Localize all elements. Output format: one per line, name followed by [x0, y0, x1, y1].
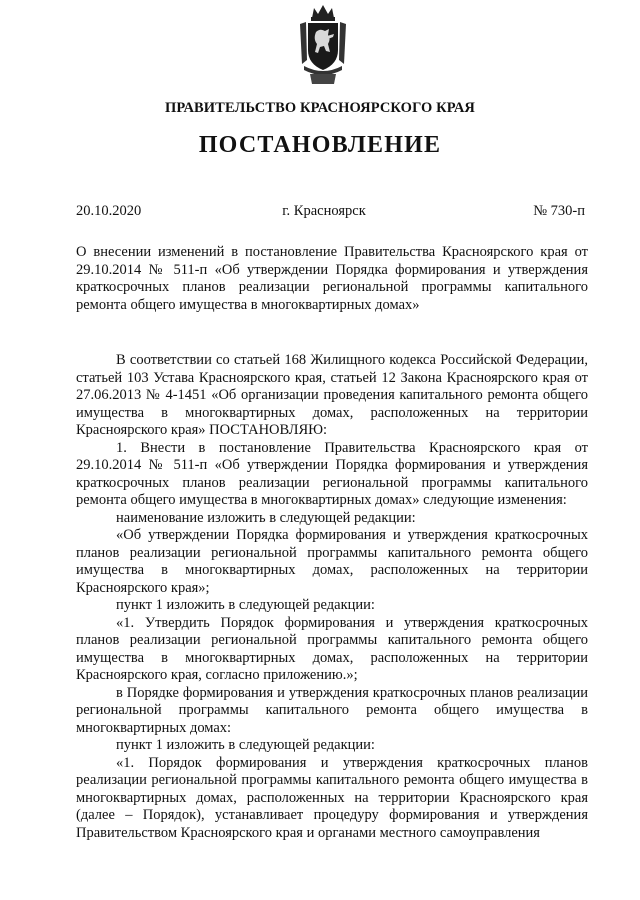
government-name: ПРАВИТЕЛЬСТВО КРАСНОЯРСКОГО КРАЯ: [164, 100, 475, 116]
paragraph-procedure-new-point-1: «1. Порядок формирования и утверждения краткосрочных планов реализации региональной программы капитального ремонта общего имущества в многоквартирных домах, расположенных на территории Красноярского края (далее – Порядок), устанавливает процедуру формирования и утверждения Правительством Красноярского края и органами местного самоуправления: [76, 754, 588, 841]
paragraph-new-title: «Об утверждении Порядка формирования и утверждения краткосрочных планов реализации региональной программы капитального ремонта общего имущества в многоквартирных домах, расположенных на территории Красноярского края»;: [76, 527, 588, 596]
document-type: ПОСТАНОВЛЕНИЕ: [198, 132, 442, 158]
document-body: [76, 352, 588, 842]
coat-of-arms-icon: [298, 2, 348, 86]
paragraph-title-amendment: наименование изложить в следующей редакции:: [116, 509, 416, 526]
paragraph-point-1-amendment: пункт 1 изложить в следующей редакции:: [116, 597, 375, 613]
document-number: № 730-п: [533, 203, 585, 219]
paragraph-new-point-1: «1. Утвердить Порядок формирования и утверждения краткосрочных планов реализации региональной программы капитального ремонта общего имущества в многоквартирных домах, расположенных на территории Красноярского края, согласно приложению.»;: [76, 614, 588, 683]
document-subject: О внесении изменений в постановление Правительства Красноярского края от 29.10.2014 № 511-п «Об утверждении Порядка формирования и утверждения краткосрочных планов реализации региональной программы капитального ремонта общего имущества в многоквартирных домах»: [76, 244, 588, 313]
paragraph-procedure-point-1: пункт 1 изложить в следующей редакции:: [116, 737, 375, 753]
document-date: 20.10.2020: [76, 203, 142, 219]
document-city: г. Красноярск: [282, 203, 366, 219]
paragraph-preamble: В соответствии со статьей 168 Жилищного кодекса Российской Федерации, статьей 103 Устава Красноярского края, статьей 12 Закона Красноярского края от 27.06.2013 № 4-1451 «Об организации проведения капитального ремонта общего имущества в многоквартирных домах, расположенных на территории Красноярского края» ПОСТАНОВЛЯЮ:: [76, 352, 588, 438]
paragraph-procedure-amendments: в Порядке формирования и утверждения краткосрочных планов реализации региональной программы капитального ремонта общего имущества в многоквартирных домах:: [76, 684, 588, 736]
paragraph-item-1: 1. Внести в постановление Правительства Красноярского края от 29.10.2014 № 511-п «Об утверждении Порядка формирования и утверждения краткосрочных планов реализации региональной программы капитального ремонта общего имущества в многоквартирных домах» следующие изменения:: [76, 439, 588, 508]
